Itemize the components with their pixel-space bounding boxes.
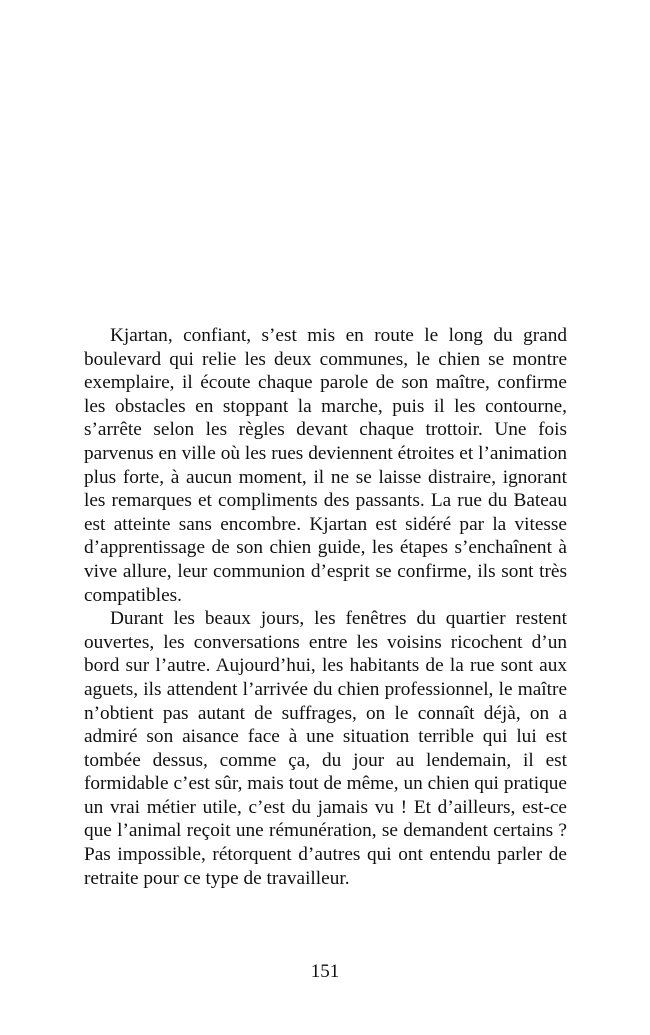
body-text	[84, 324, 567, 890]
paragraph-1: Kjartan, confiant, s’est mis en route le long du grand boulevard qui relie les deux communes, le chien se montre exemplaire, il écoute chaque parole de son maître, confirme les obstacles en stoppant la marche, puis il les contourne, s’arrête selon les règles devant chaque trottoir. Une fois parvenus en ville où les rues deviennent étroites et l’animation plus forte, à aucun moment, il ne se laisse distraire, ignorant les remarques et compliments des passants. La rue du Bateau est atteinte sans encombre. Kjartan est sidéré par la vitesse d’apprentissage de son chien guide, les étapes s’enchaînent à vive allure, leur communion d’esprit se confirme, ils sont très compatibles.	[84, 325, 567, 606]
paragraph-2: Durant les beaux jours, les fenêtres du quartier restent ouvertes, les conversations entre les voisins ricochent d’un bord sur l’autre. Aujourd’hui, les habitants de la rue sont aux aguets, ils attendent l’arrivée du chien professionnel, le maître n’obtient pas autant de suffrages, on le connaît déjà, on a admiré son aisance face à une situation terrible qui lui est tombée dessus, comme ça, du jour au lendemain, il est formidable c’est sûr, mais tout de même, un chien qui pratique un vrai métier utile, c’est du jamais vu ! Et d’ailleurs, est-ce que l’animal reçoit une rémunération, se demandent certains ? Pas impossible, rétorquent d’autres qui ont entendu parler de retraite pour ce type de travailleur.	[84, 608, 567, 889]
page-number: 151	[310, 961, 340, 982]
